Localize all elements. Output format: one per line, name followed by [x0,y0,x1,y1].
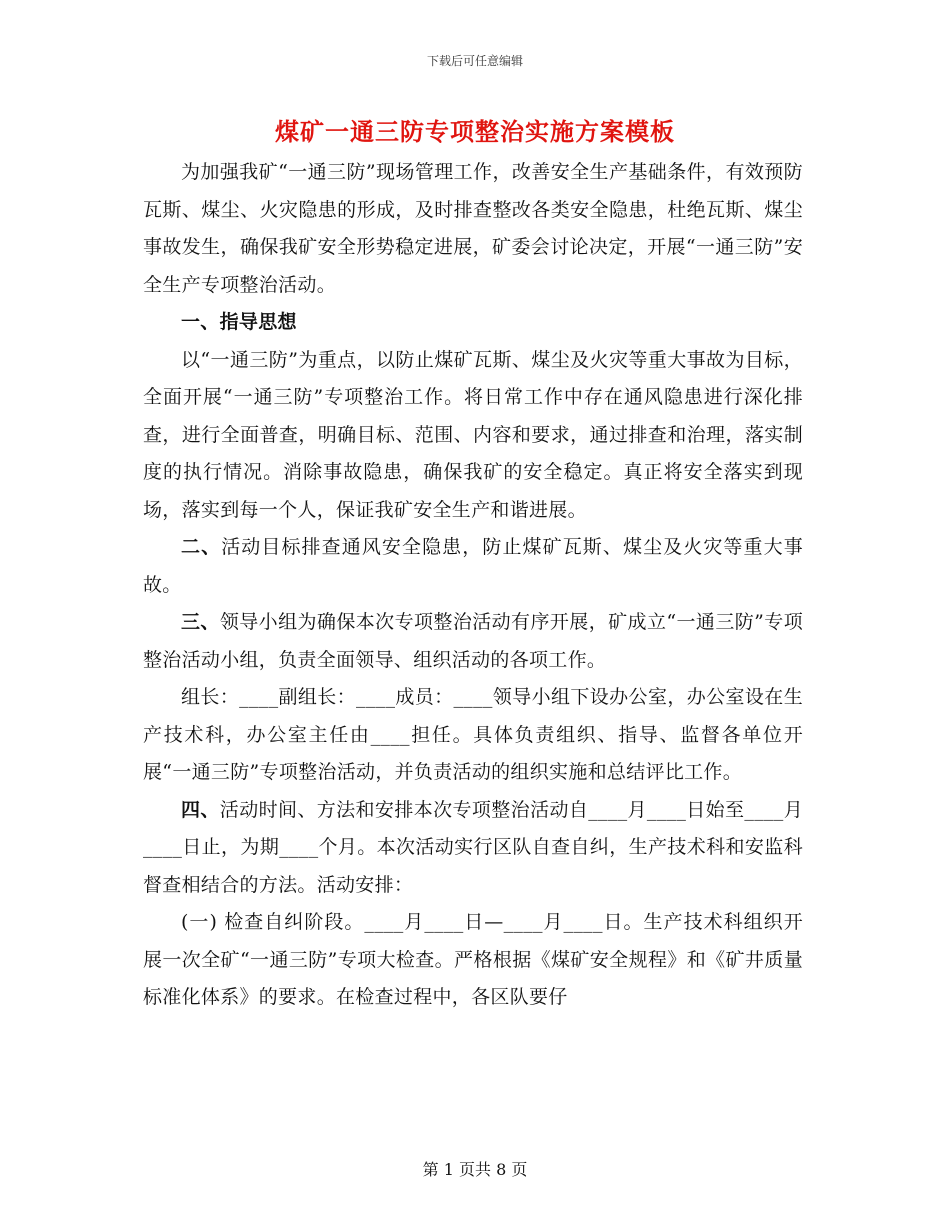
paragraph-guiding-thought: 以“一通三防”为重点，以防止煤矿瓦斯、煤尘及火灾等重大事故为目标，全面开展“一通三防”专项整治工作。将日常工作中存在通风隐患进行深化排查，进行全面普查，明确目标、范围、内容和要求，通过排查和治理，落实制度的执行情况。消除事故隐患，确保我矿的安全稳定。真正将安全落实到现场，落实到每一个人，保证我矿安全生产和谐进展。 [143,348,803,521]
document-body [143,154,803,1017]
page-footer: 第 1 页共 8 页 [422,1160,528,1179]
paragraph-group-members: 组长：____副组长：____成员：____领导小组下设办公室，办公室设在生产技术科，办公室主任由____担任。具体负责组织、指导、监督各单位开展“一通三防”专项整治活动，并负责活动的组织实施和总结评比工作。 [143,686,803,783]
paragraph-intro: 为加强我矿“一通三防”现场管理工作，改善安全生产基础条件，有效预防瓦斯、煤尘、火灾隐患的形成，及时排查整改各类安全隐患，杜绝瓦斯、煤尘事故发生，确保我矿安全形势稳定进展，矿委会讨论决定，开展“一通三防”安全生产专项整治活动。 [143,161,803,296]
section-heading-guiding-thought: 一、指导思想 [181,311,297,333]
section-number: 二、 [181,536,222,558]
paragraph-leading-group: 三、领导小组为确保本次专项整治活动有序开展，矿成立“一通三防”专项整治活动小组，负责全面领导、组织活动的各项工作。 [143,611,803,671]
section-number: 三、 [181,611,220,633]
paragraph-stage-one: (一) 检查自纠阶段。____月____日—____月____日。生产技术科组织开展一次全矿“一通三防”专项大检查。严格根据《煤矿安全规程》和《矿井质量标准化体系》的要求。在检查过程中，各区队要仔 [143,911,803,1008]
paragraph-activity-goal: 二、活动目标排查通风安全隐患，防止煤矿瓦斯、煤尘及火灾等重大事故。 [143,536,803,596]
paragraph-schedule: 四、活动时间、方法和安排本次专项整治活动自____月____日始至____月____日止，为期____个月。本次活动实行区队自查自纠，生产技术科和安监科督查相结合的方法。活动安排： [143,798,803,896]
header-note: 下载后可任意编辑 [426,54,523,68]
document-title: 煤矿一通三防专项整治实施方案模板 [275,117,675,146]
section-number: 四、 [181,798,220,821]
